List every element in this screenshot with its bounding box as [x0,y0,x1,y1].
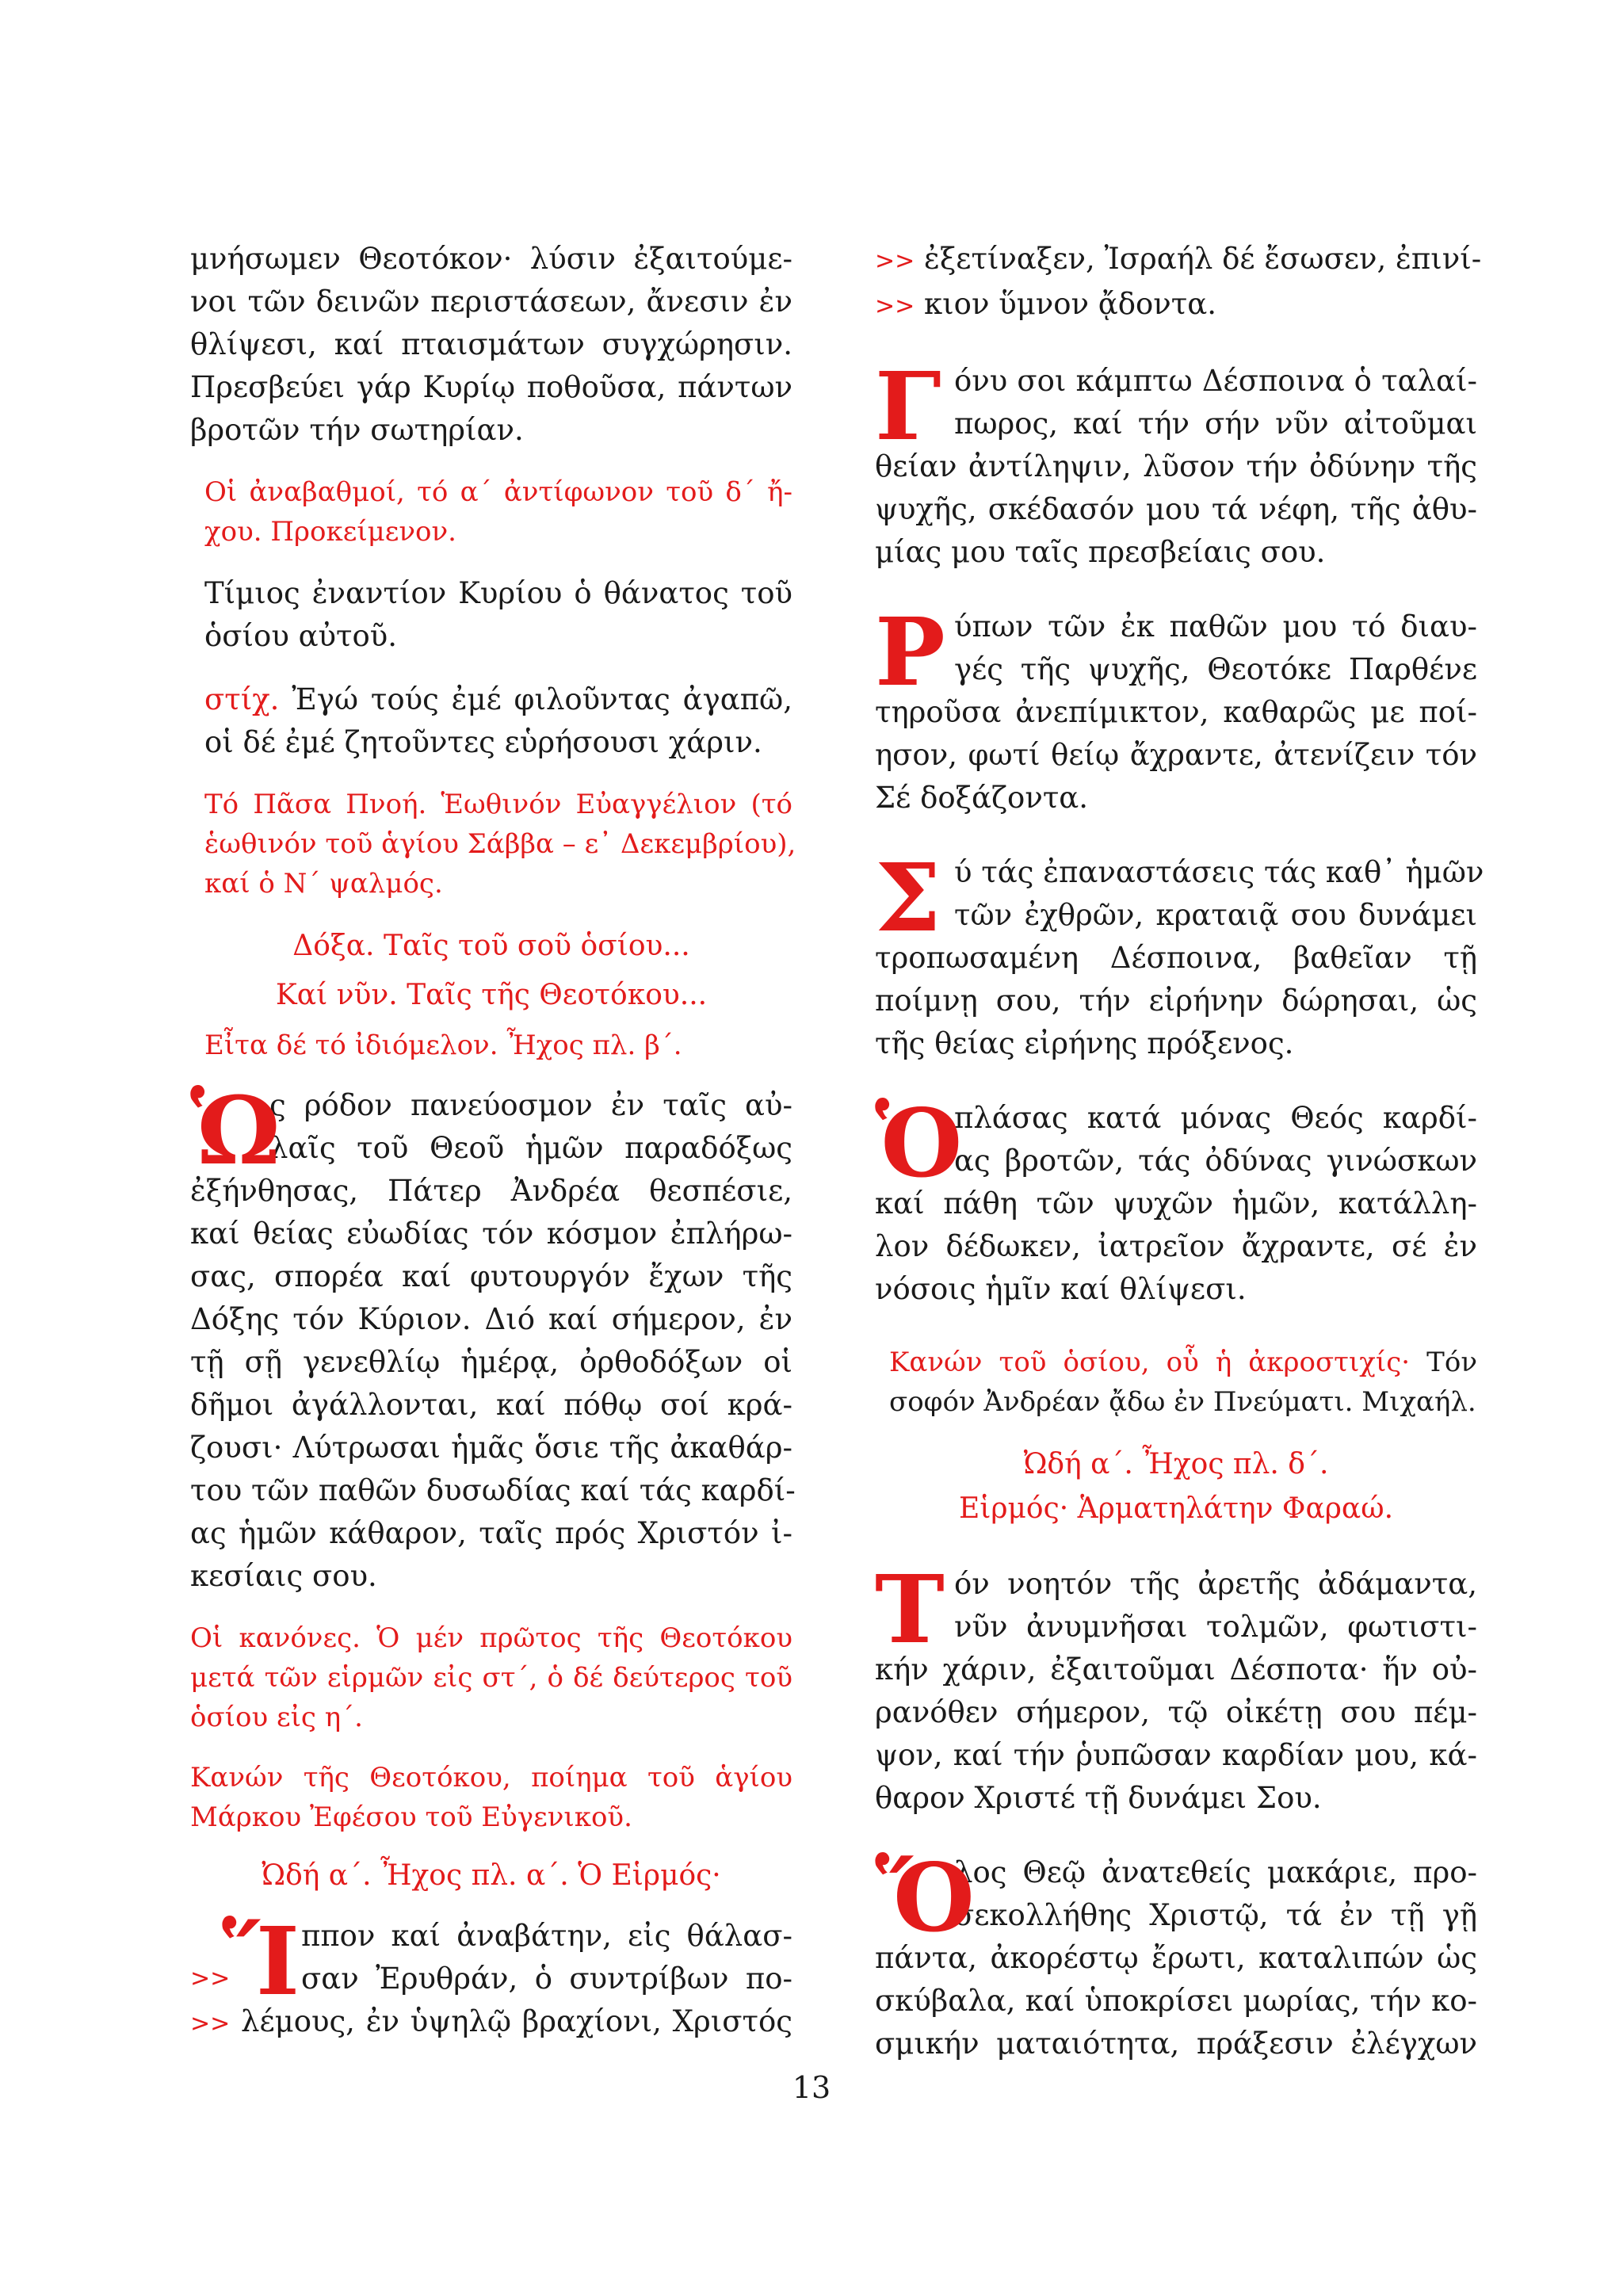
text-line: μίας μου ταῖς πρεσβείαις σου. [875,535,1326,569]
text-line: ησον, φωτί θείῳ ἄχραντε, ἀτενίζειν τόν [875,738,1477,772]
right-heirmos-title: Εἱρμός· Ἁρματηλάτην Φαραώ. [958,1492,1394,1525]
right-rubric-kanon-osiou: Κανών τοῦ ὁσίου, οὗ ἡ ἀκροστιχίς· Τόν σοφόν Ἀνδρέαν ᾄδω ἐν Πνεύματι. Μιχαήλ. [889,1347,1477,1418]
drop-cap-iota: Ἵ [222,1906,300,2016]
text-line: σας, σπορέα καί φυτουργόν ἔχων τῆς [190,1259,792,1293]
drop-cap-gamma: Γ [875,351,941,461]
text-line: Δόξης τόν Κύριον. Διό καί σήμερον, ἐν [190,1302,792,1336]
right-heirmos-continued: >> ἐξετίναξεν, Ἰσραήλ δέ ἔσωσεν, ἐπινί- >> κιον ὕμνον ᾄδοντα. [875,242,1482,321]
text-line: ζουσι· Λύτρωσαι ἡμᾶς ὅσιε τῆς ἀκαθάρ- [190,1431,792,1465]
text-line: κήν χάριν, ἐξαιτοῦμαι Δέσποτα· ἥν οὐ- [875,1652,1477,1687]
left-heirmos: Ἵ ππον καί ἀναβάτην, εἰς θάλασ- >> σαν Ἐρυθράν, ὁ συντρίβων πο- >> λέμους, ἐν ὑψηλῷ βραχίονι, Χριστός [190,1906,792,2038]
repeat-mark: >> [190,1965,231,1992]
left-idiomelon-hymn: Ὡ ς ρόδον πανεύοσμον ἐν ταῖς αὐ- λαῖς τοῦ Θεοῦ ἡμῶν παραδόξως ἐξήνθησας, Πάτερ Ἀνδρέα θεσπέσιε, καί θείας εὐωδίας τόν κόσμον ἐπλήρω- σας, σπορέα καί φυτουργόν ἔχων τῆς Δόξης τόν Κύριον. Διό καί σήμερον, ἐν τῇ σῇ γενεθλίῳ ἡμέρᾳ, ὀρθοδόξων οἱ δῆμοι ἀγάλλονται, καί πόθῳ σοί κρά- ζουσι· Λύτρωσαι ἡμᾶς ὅσιε τῆς ἀκαθάρ- του τῶν παθῶν δυσωδίας καί τάς καρδί- ας ἡμῶν κάθαρον, ταῖς πρός Χριστόν ἰ- κεσίαις σου. [190,1084,792,1598]
text-line: μνήσωμεν Θεοτόκον· λύσιν ἐξαιτούμε- [190,242,792,276]
left-doxa: Δόξα. Ταῖς τοῦ σοῦ ὁσίου... [292,930,690,962]
left-rubric-idiomelon: Εἶτα δέ τό ἰδιόμελον. Ἦχος πλ. β΄. [204,1030,682,1061]
troparion-gamma: Γ όνυ σοι κάμπτω Δέσποινα ὁ ταλαί- πωρος, καί τήν σήν νῦν αἰτοῦμαι θείαν ἀντίληψιν, λῦσον τήν ὀδύνην τῆς ψυχῆς, σκέδασόν μου τά νέφη, τῆς ἀθυ- μίας μου ταῖς πρεσβείαις σου. [875,360,1477,574]
drop-cap-tau: Τ [875,1554,945,1664]
text-line: ὁσίου εἰς η΄. [190,1702,363,1733]
troparion-omicron: Ὁ πλάσας κατά μόνας Θεός καρδί- ας βροτῶν, τάς ὀδύνας γινώσκων καί πάθη τῶν ψυχῶν ἡμῶν, κατάλλη- λον δέδωκεν, ἰατρεῖον ἄχραντε, σέ ἐν νόσοις ἡμῖν καί θλίψεσι. [875,1097,1477,1311]
drop-cap-omicron-rough: Ὅ [875,1843,975,1953]
text-line: θείαν ἀντίληψιν, λῦσον τήν ὀδύνην τῆς [875,449,1477,483]
troparion-holos: Ὅ λος Θεῷ ἀνατεθείς μακάριε, προ- σεκολλήθης Χριστῷ, τά ἐν τῇ γῇ πάντα, ἀκορέστῳ ἔρωτι, καταλιπών ὡς σκύβαλα, καί ὑποκρίσει μωρίας, τήν κο- σμικήν ματαιότητα, πράξεσιν ἐλέγχων [875,1851,1477,2065]
text-line: θαρον Χριστέ τῇ δυνάμει Σου. [875,1781,1322,1815]
stichos-label: στίχ. [204,682,280,716]
left-column [190,238,796,2046]
left-prokeimenon [190,572,792,658]
drop-cap-rho: Ρ [875,597,945,707]
text-line: ποίμνῃ σου, τήν εἰρήνην δώρησαι, ὡς [875,984,1477,1018]
page-number: 13 [792,2070,831,2105]
text-line: σκύβαλα, καί ὑποκρίσει μωρίας, τήν κο- [875,1984,1477,2018]
text-line: λον δέδωκεν, ἰατρεῖον ἄχραντε, σέ ἐν [875,1229,1477,1263]
text-line: Κανών τῆς Θεοτόκου, ποίημα τοῦ ἁγίου [190,1762,792,1794]
left-ode-1: Ὠδή α΄. Ἦχος πλ. α΄. Ὁ Εἱρμός· [262,1859,721,1892]
left-stichos: στίχ. Ἐγώ τούς ἐμέ φιλοῦντας ἀγαπῶ, οἱ δέ ἐμέ ζητοῦντες εὑρήσουσι χάριν. [204,682,792,759]
text-line: τῆς θείας εἰρήνης πρόξενος. [875,1026,1294,1060]
text-line: καί θείας εὐωδίας τόν κόσμον ἐπλήρω- [190,1217,792,1251]
text-line: δῆμοι ἀγάλλονται, καί πόθῳ σοί κρά- [190,1388,792,1422]
text-line: Οἱ ἀναβαθμοί, τό α΄ ἀντίφωνον τοῦ δ΄ ἤ- [204,476,792,508]
text-line: Τίμιος ἐναντίον Κυρίου ὁ θάνατος τοῦ [204,576,792,610]
text-line: Οἱ κανόνες. Ὁ μέν πρῶτος τῆς Θεοτόκου [190,1622,792,1654]
text-line: Σέ δοξάζοντα. [875,781,1089,815]
drop-cap-sigma: Σ [875,842,941,953]
left-kai-nyn: Καί νῦν. Ταῖς τῆς Θεοτόκου... [275,979,708,1011]
text-line: Πρεσβεύει γάρ Κυρίῳ ποθοῦσα, πάντων [190,370,792,404]
text-line: νόσοις ἡμῖν καί θλίψεσι. [875,1272,1247,1306]
right-column [875,238,1484,2065]
text-line: πάντα, ἀκορέστῳ ἔρωτι, καταλιπών ὡς [875,1941,1477,1975]
text-line: τηροῦσα ἀνεπίμικτον, καθαρῶς με ποί- [875,695,1477,729]
troparion-sigma: Σ ύ τάς ἐπαναστάσεις τάς καθ᾽ ἡμῶν τῶν ἐχθρῶν, κραταιᾷ σου δυνάμει τροπωσαμένη Δέσποινα, βαθεῖαν τῇ ποίμνῃ σου, τήν εἰρήνην δώρησαι, ὡς τῆς θείας εἰρήνης πρόξενος. [875,851,1477,1065]
text-line: ας ἡμῶν κάθαρον, ταῖς πρός Χριστόν ἰ- [190,1516,792,1550]
left-paragraph-1 [190,238,792,452]
text-line: καί πάθη τῶν ψυχῶν ἡμῶν, κατάλλη- [875,1186,1477,1221]
text-line: τῇ σῇ γενεθλίῳ ἡμέρᾳ, ὀρθοδόξων οἱ [190,1345,792,1379]
repeat-mark: >> [875,247,915,275]
repeat-mark: >> [875,292,915,320]
left-rubric-pasa-pnoi: Τό Πᾶσα Πνοή. Ἑωθινόν Εὐαγγέλιον (τό ἑωθινόν τοῦ ἁγίου Σάββα – ε᾽ Δεκεμβρίου), καί ὁ Ν΄ ψαλμός. [204,789,796,900]
text-line: βροτῶν τήν σωτηρίαν. [190,413,524,447]
text-line: Μάρκου Ἐφέσου τοῦ Εὐγενικοῦ. [190,1801,632,1833]
repeat-mark: >> [190,2010,231,2038]
troparion-rho: Ρ ύπων τῶν ἐκ παθῶν μου τό διαυ- γές τῆς ψυχῆς, Θεοτόκε Παρθένε τηροῦσα ἀνεπίμικτον, καθαρῶς με ποί- ησον, φωτί θείῳ ἄχραντε, ἀτενίζειν τόν Σέ δοξάζοντα. [875,606,1477,819]
text-line: ὁσίου αὐτοῦ. [204,619,398,653]
text-line: ψυχῆς, σκέδασόν μου τά νέφη, τῆς ἀθυ- [875,492,1477,526]
text-line: χου. Προκείμενον. [204,516,456,548]
text-line: ψον, καί τήν ῥυπῶσαν καρδίαν μου, κά- [875,1738,1477,1772]
text-line: θλίψεσι, καί πταισμάτων συγχώρησιν. [190,327,792,361]
text-line: μετά τῶν εἱρμῶν εἰς στ΄, ὁ δέ δεύτερος τοῦ [190,1662,792,1694]
drop-cap-omega: Ὡ [190,1075,281,1186]
troparion-tau: Τ όν νοητόν τῆς ἀρετῆς ἀδάμαντα, νῦν ἀνυμνῆσαι τολμῶν, φωτιστι- κήν χάριν, ἐξαιτοῦμαι Δέσποτα· ἥν οὐ- ρανόθεν σήμερον, τῷ οἰκέτῃ σου πέμ- ψον, καί τήν ῥυπῶσαν καρδίαν μου, κά- θαρον Χριστέ τῇ δυνάμει Σου. [875,1563,1477,1820]
text-line: ἐξήνθησας, Πάτερ Ἀνδρέα θεσπέσιε, [190,1174,792,1208]
text-line: ρανόθεν σήμερον, τῷ οἰκέτῃ σου πέμ- [875,1695,1477,1729]
text-line: σμικήν ματαιότητα, πράξεσιν ἐλέγχων [875,2027,1477,2061]
right-ode-1: Ὠδή α΄. Ἦχος πλ. δ΄. [1023,1448,1329,1480]
text-line: τροπωσαμένη Δέσποινα, βαθεῖαν τῇ [875,941,1477,975]
left-rubric-anavathmoi [190,472,792,552]
text-line: του τῶν παθῶν δυσωδίας καί τάς καρδί- [190,1473,796,1507]
text-line: κεσίαις σου. [190,1559,377,1593]
text-line: νοι τῶν δεινῶν περιστάσεων, ἄνεσιν ἐν [190,285,792,319]
left-rubric-kanones [190,1618,792,1737]
left-rubric-kanon-theotokou [190,1758,792,1837]
drop-cap-omicron: Ὁ [875,1088,963,1198]
